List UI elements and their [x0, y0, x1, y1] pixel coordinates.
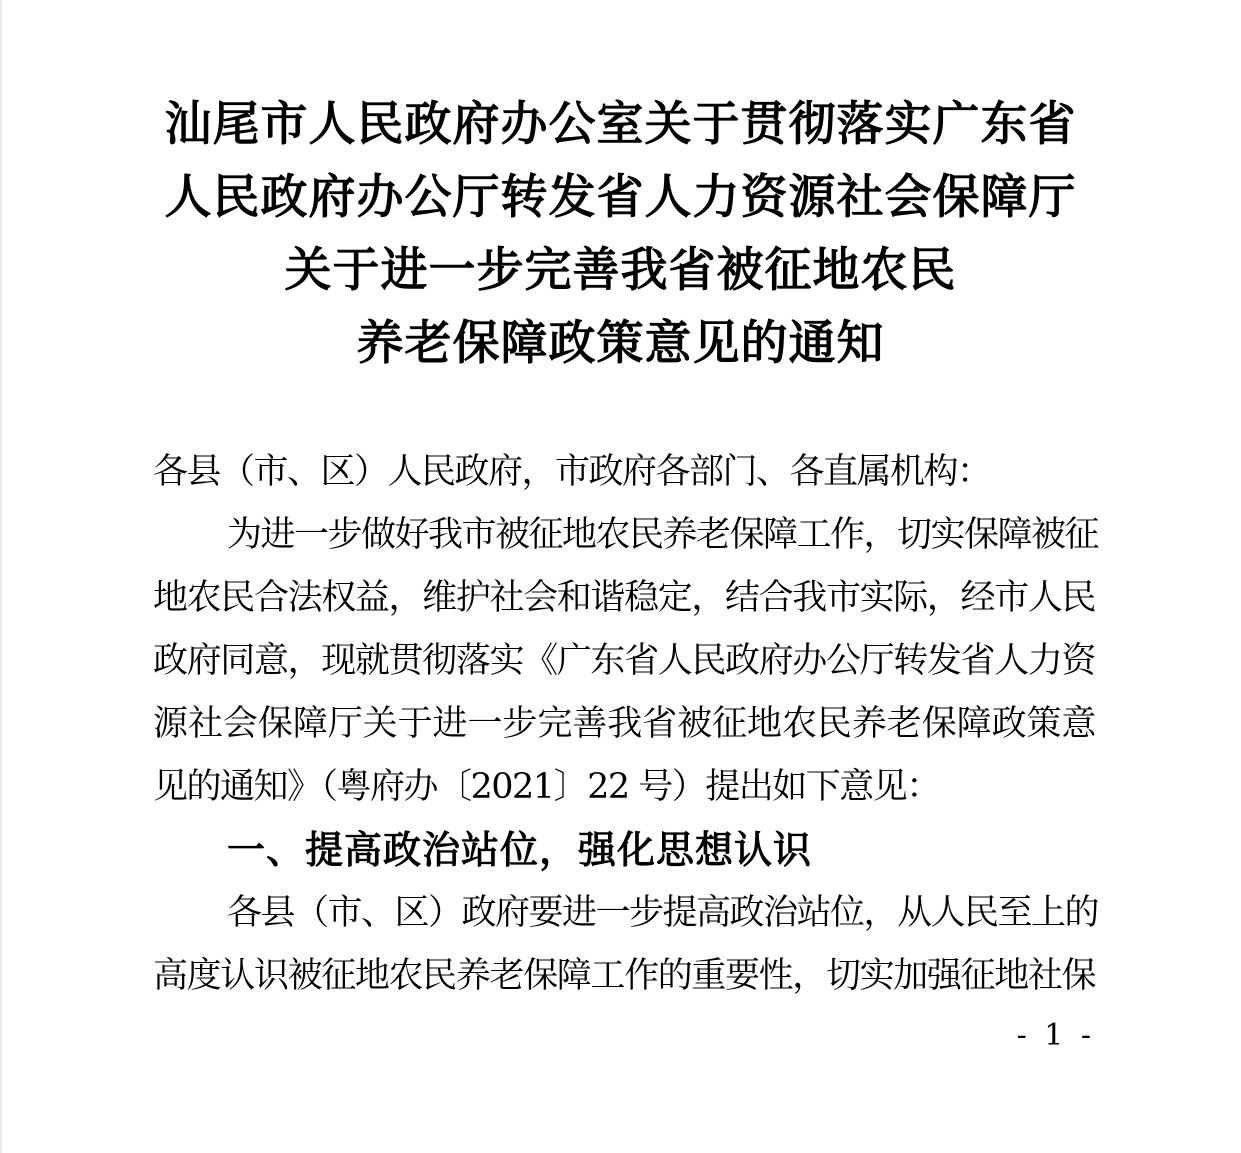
body-line: 地农民合法权益，维护社会和谐稳定，结合我市实际，经市人民 — [153, 578, 1095, 618]
title-line-3: 关于进一步完善我省被征地农民 — [284, 243, 957, 298]
body-line: 政府同意，现就贯彻落实《广东省人民政府办公厅转发省人力资 — [153, 641, 1095, 681]
title-line-2: 人民政府办公厅转发省人力资源社会保障厅 — [164, 170, 1077, 225]
scan-edge-artifact — [0, 0, 2, 1153]
title-line-1: 汕尾市人民政府办公室关于贯彻落实广东省 — [164, 97, 1077, 152]
body-line: 为进一步做好我市被征地农民养老保障工作，切实保障被征 — [227, 515, 1099, 555]
document-body — [153, 441, 1099, 1008]
document-title — [0, 88, 1241, 380]
page-number: - 1 - — [1016, 1018, 1095, 1053]
title-line-4: 养老保障政策意见的通知 — [356, 316, 885, 371]
body-line: 高度认识被征地农民养老保障工作的重要性，切实加强征地社保 — [153, 956, 1095, 996]
body-line: 见的通知》（粤府办〔2021〕22 号）提出如下意见： — [153, 767, 940, 807]
salutation-line: 各县（市、区）人民政府，市政府各部门、各直属机构： — [153, 452, 991, 492]
section-heading: 一、提高政治站位，强化思想认识 — [227, 828, 813, 872]
body-line: 源社会保障厅关于进一步完善我省被征地农民养老保障政策意 — [153, 704, 1095, 744]
body-line: 各县（市、区）政府要进一步提高政治站位，从人民至上的 — [227, 893, 1099, 933]
